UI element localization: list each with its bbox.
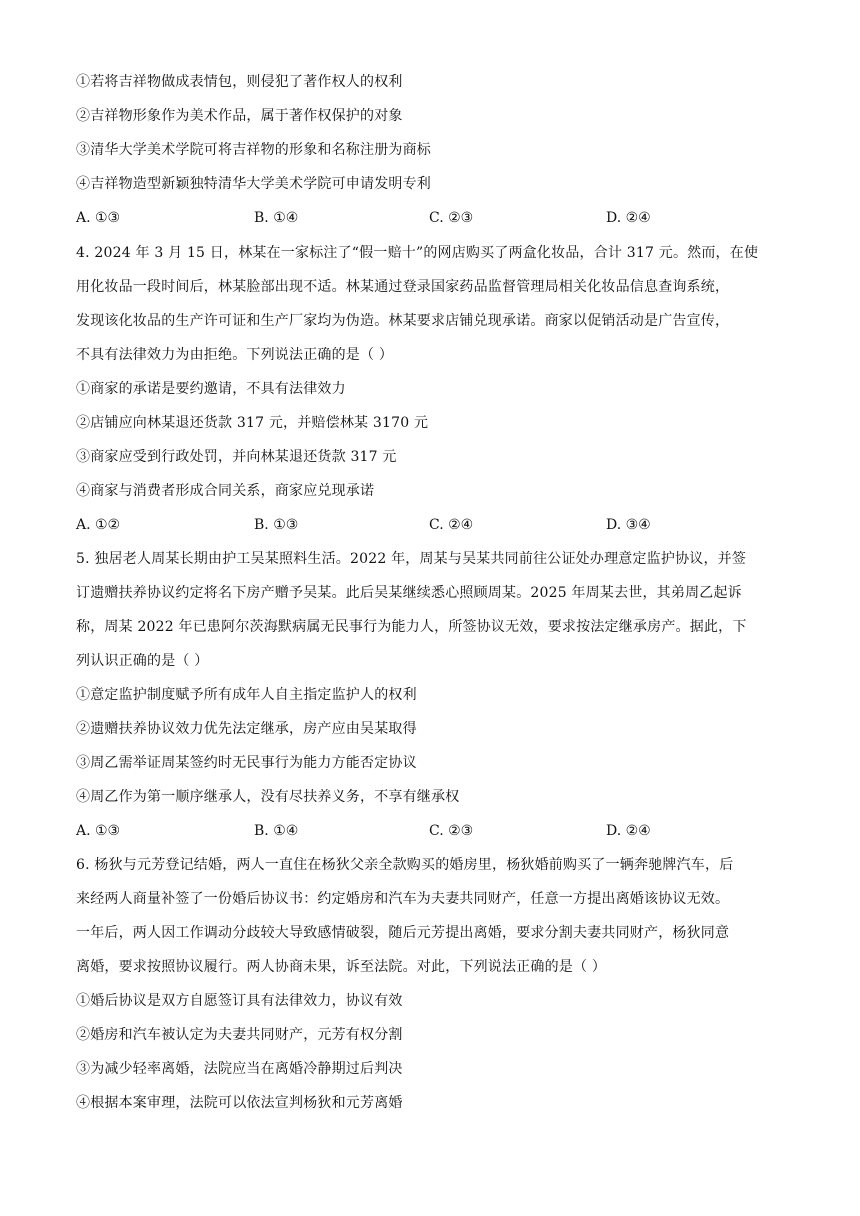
q3-option-c[interactable]: C. ②③: [429, 210, 474, 226]
q6-stem-line-2: 来经两人商量补签了一份婚后协议书：约定婚房和汽车为夫妻共同财产，任意一方提出离婚该协议无效。: [76, 891, 730, 907]
q3-option-d[interactable]: D. ②④: [606, 210, 651, 226]
q5-stem-line-1: 5. 独居老人周某长期由护工吴某照料生活。2022 年，周某与吴某共同前往公证处办理意定监护协议，并签: [76, 551, 747, 567]
q4-statement-2: ②店铺应向林某退还货款 317 元，并赔偿林某 3170 元: [76, 415, 429, 431]
q4-options: [76, 515, 776, 535]
q4-option-d[interactable]: D. ③④: [606, 517, 651, 533]
q5-stem-line-4: 列认识正确的是（ ）: [76, 653, 209, 669]
q6-stem-line-3: 一年后，两人因工作调动分歧较大导致感情破裂，随后元芳提出离婚，要求分割夫妻共同财产，杨狄同意: [76, 925, 730, 941]
q4-stem-line-3: 发现该化妆品的生产许可证和生产厂家均为伪造。林某要求店铺兑现承诺。商家以促销活动是广告宣传，: [76, 313, 730, 329]
q5-statement-1: ①意定监护制度赋予所有成年人自主指定监护人的权利: [76, 687, 417, 703]
q3-statement-1: ①若将吉祥物做成表情包，则侵犯了著作权人的权利: [76, 74, 403, 90]
q5-statement-3: ③周乙需举证周某签约时无民事行为能力方能否定协议: [76, 755, 417, 771]
q5-option-d[interactable]: D. ②④: [606, 823, 651, 839]
q6-stem-line-1: 6. 杨狄与元芳登记结婚，两人一直住在杨狄父亲全款购买的婚房里，杨狄婚前购买了一辆奔驰牌汽车，后: [76, 857, 734, 873]
q5-stem-line-2: 订遗赠扶养协议约定将名下房产赠予吴某。此后吴某继续悉心照顾周某。2025 年周某去世，其弟周乙起诉: [76, 585, 742, 601]
q4-option-c[interactable]: C. ②④: [429, 517, 474, 533]
q6-stem-line-4: 离婚，要求按照协议履行。两人协商未果，诉至法院。对此，下列说法正确的是（ ）: [76, 959, 607, 975]
q5-options: [76, 821, 776, 841]
q5-statement-4: ④周乙作为第一顺序继承人，没有尽扶养义务，不享有继承权: [76, 789, 460, 805]
q4-option-b[interactable]: B. ①③: [254, 517, 299, 533]
q4-statement-1: ①商家的承诺是要约邀请，不具有法律效力: [76, 381, 346, 397]
q4-statement-3: ③商家应受到行政处罚，并向林某退还货款 317 元: [76, 449, 397, 465]
q6-statement-1: ①婚后协议是双方自愿签订具有法律效力，协议有效: [76, 993, 403, 1009]
q3-statement-2: ②吉祥物形象作为美术作品，属于著作权保护的对象: [76, 108, 403, 124]
q3-options: [76, 208, 776, 228]
q6-statement-3: ③为减少轻率离婚，法院应当在离婚冷静期过后判决: [76, 1061, 403, 1077]
q4-stem-line-2: 用化妆品一段时间后，林某脸部出现不适。林某通过登录国家药品监督管理局相关化妆品信息查询系统，: [76, 279, 730, 295]
q5-option-c[interactable]: C. ②③: [429, 823, 474, 839]
q4-option-a[interactable]: A. ①②: [76, 517, 121, 533]
q6-statement-2: ②婚房和汽车被认定为夫妻共同财产，元芳有权分割: [76, 1027, 403, 1043]
q3-statement-4: ④吉祥物造型新颖独特清华大学美术学院可申请发明专利: [76, 176, 431, 192]
q5-option-b[interactable]: B. ①④: [254, 823, 299, 839]
q5-option-a[interactable]: A. ①③: [76, 823, 121, 839]
q4-stem-line-4: 不具有法律效力为由拒绝。下列说法正确的是（ ）: [76, 347, 394, 363]
q3-statement-3: ③清华大学美术学院可将吉祥物的形象和名称注册为商标: [76, 142, 431, 158]
q3-option-a[interactable]: A. ①③: [76, 210, 121, 226]
q4-statement-4: ④商家与消费者形成合同关系，商家应兑现承诺: [76, 483, 375, 499]
q5-statement-2: ②遗赠扶养协议效力优先法定继承，房产应由吴某取得: [76, 721, 417, 737]
q6-statement-4: ④根据本案审理，法院可以依法宣判杨狄和元芳离婚: [76, 1095, 403, 1111]
q5-stem-line-3: 称，周某 2022 年已患阿尔茨海默病属无民事行为能力人，所签协议无效，要求按法定继承房产。据此，下: [76, 619, 747, 635]
q4-stem-line-1: 4. 2024 年 3 月 15 日，林某在一家标注了“假一赔十”的网店购买了两盒化妆品，合计 317 元。然而，在使: [76, 245, 759, 261]
q3-option-b[interactable]: B. ①④: [254, 210, 299, 226]
